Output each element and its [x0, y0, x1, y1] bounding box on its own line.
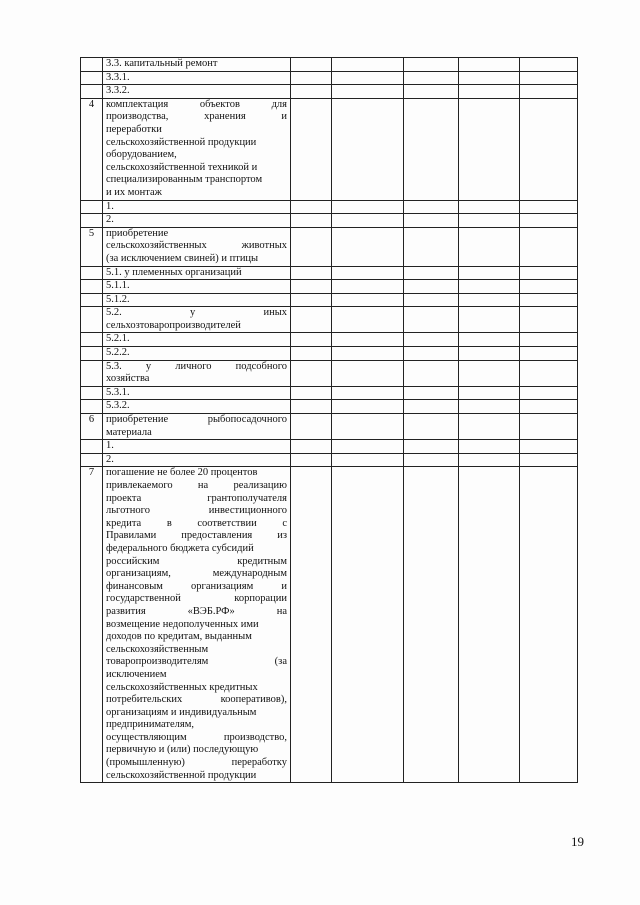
table-row — [81, 414, 578, 440]
empty-cell — [459, 414, 520, 440]
table-row — [81, 453, 578, 467]
empty-cell — [404, 58, 459, 72]
description-line: хозяйства — [106, 373, 150, 385]
description-line: привлекаемого на реализацию — [106, 480, 287, 491]
description-line: сельскохозяйственным — [106, 643, 209, 655]
row-number: 7 — [81, 467, 103, 783]
description-line: 1. — [106, 440, 114, 452]
empty-cell — [459, 200, 520, 214]
empty-cell — [291, 200, 332, 214]
empty-cell — [404, 98, 459, 200]
empty-cell — [520, 400, 578, 414]
description-line: сельскохозяйственных кредитных — [106, 681, 258, 693]
description-line: федерального бюджета субсидий — [106, 542, 254, 554]
description-line: 3.3.1. — [106, 71, 130, 83]
empty-cell — [520, 453, 578, 467]
empty-cell — [520, 467, 578, 783]
description-line: проекта грантополучателя — [106, 492, 287, 504]
empty-cell — [332, 58, 404, 72]
row-number — [81, 333, 103, 347]
empty-cell — [291, 467, 332, 783]
empty-cell — [520, 440, 578, 454]
description-line: 2. — [106, 214, 114, 226]
empty-cell — [459, 227, 520, 266]
empty-cell — [520, 280, 578, 294]
empty-cell — [332, 453, 404, 467]
row-number — [81, 400, 103, 414]
page-number: 19 — [571, 834, 584, 849]
description-line: оборудованием, — [106, 149, 177, 161]
empty-cell — [520, 360, 578, 386]
row-number — [81, 58, 103, 72]
description-line: 5.1.2. — [106, 293, 130, 305]
empty-cell — [459, 400, 520, 414]
empty-cell — [404, 440, 459, 454]
empty-cell — [332, 227, 404, 266]
empty-cell — [332, 293, 404, 307]
description-line: переработки — [106, 123, 162, 135]
empty-cell — [459, 347, 520, 361]
empty-cell — [520, 386, 578, 400]
empty-cell — [520, 347, 578, 361]
row-number — [81, 440, 103, 454]
description-line: Правилами предоставления из — [106, 530, 287, 542]
empty-cell — [291, 440, 332, 454]
description-line: комплектация объектов для — [106, 98, 287, 110]
row-number — [81, 453, 103, 467]
empty-cell — [332, 200, 404, 214]
empty-cell — [332, 85, 404, 99]
empty-cell — [520, 266, 578, 280]
empty-cell — [291, 453, 332, 467]
empty-cell — [404, 467, 459, 783]
description-line: 5.2.1. — [106, 333, 130, 345]
empty-cell — [404, 280, 459, 294]
empty-cell — [404, 266, 459, 280]
row-number — [81, 214, 103, 228]
description-line: 5.3. у личного подсобного — [106, 360, 287, 372]
row-description — [103, 71, 291, 85]
row-description — [103, 386, 291, 400]
empty-cell — [459, 440, 520, 454]
empty-cell — [404, 227, 459, 266]
table-row — [81, 85, 578, 99]
row-description — [103, 400, 291, 414]
empty-cell — [404, 200, 459, 214]
empty-cell — [291, 71, 332, 85]
empty-cell — [404, 347, 459, 361]
table-row — [81, 333, 578, 347]
description-line: погашение не более 20 процентов — [106, 467, 258, 479]
empty-cell — [332, 347, 404, 361]
row-number — [81, 266, 103, 280]
expense-table — [80, 57, 578, 783]
row-number — [81, 85, 103, 99]
table-row — [81, 400, 578, 414]
empty-cell — [459, 214, 520, 228]
empty-cell — [520, 58, 578, 72]
row-description — [103, 293, 291, 307]
description-line: специализированным транспортом — [106, 174, 263, 186]
empty-cell — [291, 333, 332, 347]
empty-cell — [291, 386, 332, 400]
empty-cell — [291, 227, 332, 266]
row-description — [103, 307, 291, 333]
empty-cell — [459, 58, 520, 72]
description-line: потребительских кооперативов), — [106, 694, 287, 706]
empty-cell — [332, 266, 404, 280]
description-line: 5.3.1. — [106, 386, 130, 398]
empty-cell — [520, 293, 578, 307]
empty-cell — [332, 71, 404, 85]
empty-cell — [291, 414, 332, 440]
description-line: (промышленную) переработку — [106, 757, 287, 769]
empty-cell — [291, 360, 332, 386]
table-row — [81, 467, 578, 783]
row-description — [103, 347, 291, 361]
description-line: 2. — [106, 453, 114, 465]
empty-cell — [404, 71, 459, 85]
row-description — [103, 214, 291, 228]
empty-cell — [404, 400, 459, 414]
description-line: производства, хранения и — [106, 111, 287, 123]
table-body — [81, 58, 578, 783]
description-line: 5.1. у племенных организаций — [106, 266, 242, 278]
empty-cell — [332, 360, 404, 386]
empty-cell — [404, 307, 459, 333]
empty-cell — [291, 347, 332, 361]
description-line: (за исключением свиней) и птицы — [106, 252, 259, 264]
row-number — [81, 200, 103, 214]
empty-cell — [291, 214, 332, 228]
empty-cell — [332, 440, 404, 454]
description-line: приобретение — [106, 227, 169, 239]
empty-cell — [291, 85, 332, 99]
row-description — [103, 58, 291, 72]
empty-cell — [291, 293, 332, 307]
empty-cell — [291, 266, 332, 280]
empty-cell — [520, 200, 578, 214]
empty-cell — [459, 333, 520, 347]
row-number — [81, 293, 103, 307]
description-line: сельскохозяйственной продукции — [106, 769, 257, 781]
description-line: возмещение недополученных ими — [106, 618, 259, 630]
description-line: российским кредитным — [106, 555, 287, 567]
row-description — [103, 467, 291, 783]
empty-cell — [332, 414, 404, 440]
row-description — [103, 414, 291, 440]
empty-cell — [520, 307, 578, 333]
description-line: 1. — [106, 200, 114, 212]
description-line: организациям, международным — [106, 568, 287, 580]
table-row — [81, 98, 578, 200]
row-description — [103, 227, 291, 266]
row-description — [103, 266, 291, 280]
empty-cell — [332, 280, 404, 294]
table-row — [81, 360, 578, 386]
empty-cell — [404, 85, 459, 99]
row-description — [103, 333, 291, 347]
empty-cell — [332, 307, 404, 333]
description-line: организациям и индивидуальным — [106, 706, 257, 718]
table-row — [81, 293, 578, 307]
description-line: приобретение рыбопосадочного — [106, 414, 287, 426]
empty-cell — [459, 386, 520, 400]
table-row — [81, 440, 578, 454]
description-line: исключением — [106, 668, 167, 680]
empty-cell — [520, 414, 578, 440]
empty-cell — [520, 71, 578, 85]
empty-cell — [404, 214, 459, 228]
row-description — [103, 360, 291, 386]
description-line: сельскохозяйственной продукции — [106, 136, 257, 148]
description-line: 5.2.2. — [106, 347, 130, 359]
table-row — [81, 214, 578, 228]
description-line: и их монтаж — [106, 186, 162, 198]
empty-cell — [332, 400, 404, 414]
empty-cell — [291, 58, 332, 72]
table-row — [81, 71, 578, 85]
description-line: развития «ВЭБ.РФ» на — [106, 605, 287, 617]
description-line: финансовым организациям и — [106, 580, 287, 592]
table-row — [81, 266, 578, 280]
row-description — [103, 85, 291, 99]
description-line: сельскохозяйственной техникой и — [106, 161, 258, 173]
empty-cell — [459, 360, 520, 386]
description-line: материала — [106, 426, 152, 438]
row-description — [103, 200, 291, 214]
description-line: льготного инвестиционного — [106, 505, 287, 517]
row-number — [81, 71, 103, 85]
empty-cell — [520, 333, 578, 347]
empty-cell — [404, 453, 459, 467]
empty-cell — [291, 400, 332, 414]
table-row — [81, 280, 578, 294]
empty-cell — [520, 85, 578, 99]
empty-cell — [459, 280, 520, 294]
description-line: доходов по кредитам, выданным — [106, 631, 252, 643]
empty-cell — [459, 307, 520, 333]
empty-cell — [459, 293, 520, 307]
table-row — [81, 307, 578, 333]
empty-cell — [459, 71, 520, 85]
description-line: государственной корпорации — [106, 593, 287, 605]
empty-cell — [291, 280, 332, 294]
empty-cell — [459, 85, 520, 99]
row-number — [81, 360, 103, 386]
empty-cell — [404, 333, 459, 347]
description-line: 5.2. у иных — [106, 307, 287, 319]
empty-cell — [404, 293, 459, 307]
empty-cell — [332, 386, 404, 400]
empty-cell — [520, 214, 578, 228]
empty-cell — [459, 98, 520, 200]
description-line: первичную и (или) последующую — [106, 744, 259, 756]
description-line: 5.3.2. — [106, 400, 130, 412]
row-number: 6 — [81, 414, 103, 440]
row-description — [103, 440, 291, 454]
description-line: предпринимателям, — [106, 719, 195, 731]
empty-cell — [459, 266, 520, 280]
row-description — [103, 98, 291, 200]
empty-cell — [520, 227, 578, 266]
table-row — [81, 58, 578, 72]
table-row — [81, 386, 578, 400]
row-number — [81, 280, 103, 294]
empty-cell — [291, 98, 332, 200]
description-line: 5.1.1. — [106, 280, 130, 292]
row-description — [103, 280, 291, 294]
empty-cell — [291, 307, 332, 333]
empty-cell — [404, 386, 459, 400]
empty-cell — [520, 98, 578, 200]
empty-cell — [332, 333, 404, 347]
empty-cell — [332, 98, 404, 200]
description-line: кредита в соответствии с — [106, 517, 287, 529]
description-line: товаропроизводителям (за — [106, 656, 287, 668]
description-line: сельхозтоваропроизводителей — [106, 319, 241, 331]
empty-cell — [404, 360, 459, 386]
empty-cell — [459, 467, 520, 783]
empty-cell — [332, 214, 404, 228]
table-row — [81, 347, 578, 361]
table-row — [81, 200, 578, 214]
row-description — [103, 453, 291, 467]
row-number — [81, 347, 103, 361]
table-row — [81, 227, 578, 266]
description-line: 3.3.2. — [106, 85, 130, 97]
empty-cell — [332, 467, 404, 783]
row-number — [81, 386, 103, 400]
description-line: осуществляющим производство, — [106, 731, 287, 743]
empty-cell — [404, 414, 459, 440]
description-line: сельскохозяйственных животных — [106, 240, 287, 252]
row-number — [81, 307, 103, 333]
empty-cell — [459, 453, 520, 467]
description-line: 3.3. капитальный ремонт — [106, 58, 218, 69]
row-number: 5 — [81, 227, 103, 266]
row-number: 4 — [81, 98, 103, 200]
